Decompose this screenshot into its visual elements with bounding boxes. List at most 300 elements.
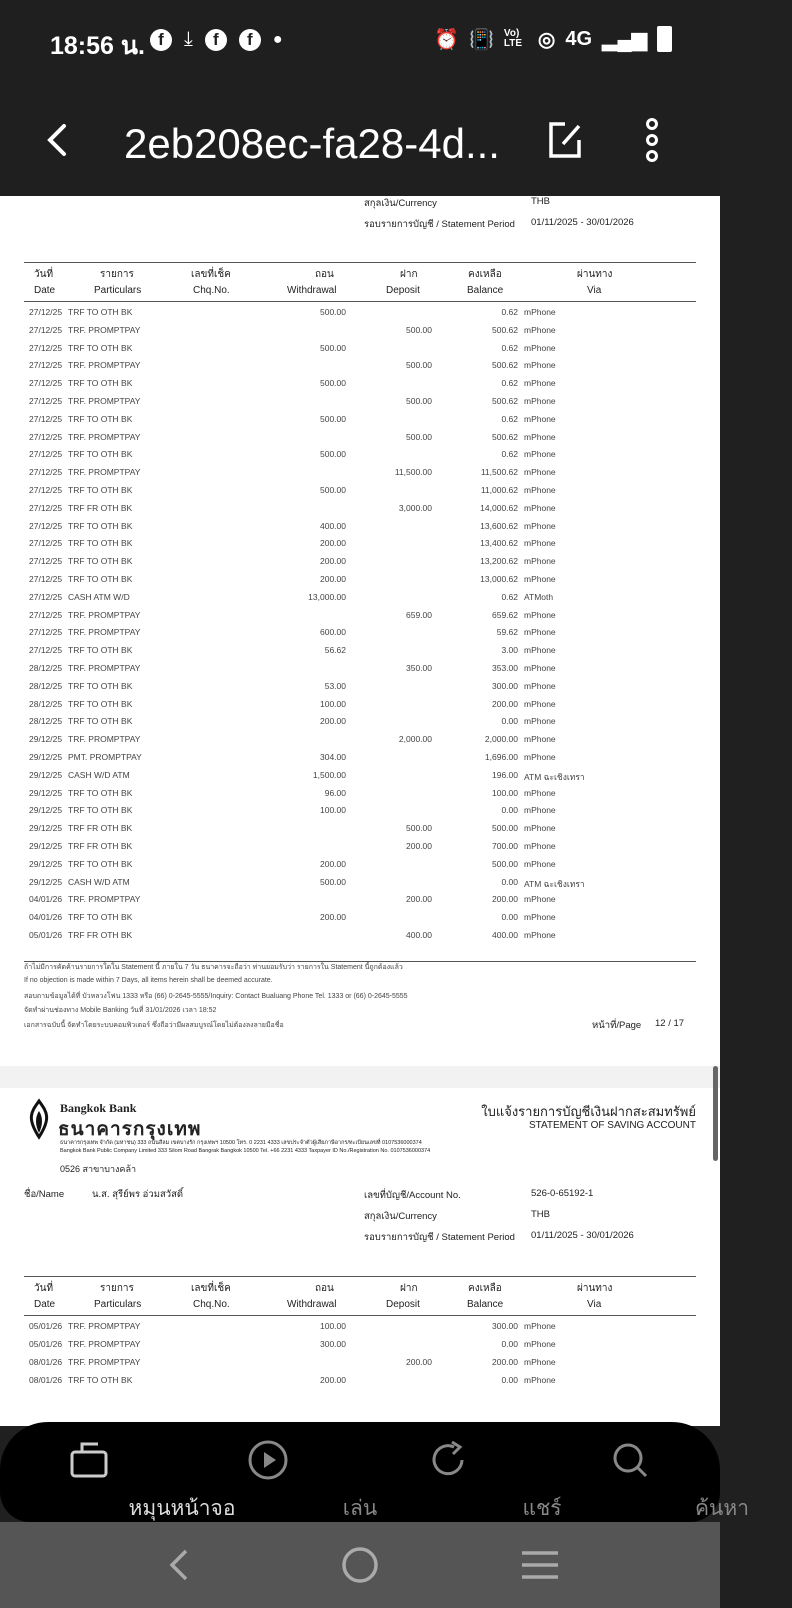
search-label: ค้นหา [694, 1496, 750, 1520]
table-row [24, 588, 696, 606]
share-button[interactable] [380, 1436, 562, 1520]
row-balance: 300.00 [492, 1321, 518, 1331]
row-date: 28/12/25 [29, 680, 63, 691]
row-balance: 0.62 [501, 413, 518, 424]
row-date: 04/01/26 [29, 894, 63, 905]
col-via-en: Via [587, 285, 602, 296]
col-via-th: ผ่านทาง [577, 1283, 613, 1294]
row-via: mPhone [524, 396, 556, 406]
pdf-document-view[interactable] [0, 196, 720, 1426]
row-balance: 700.00 [492, 841, 518, 851]
row-particulars: TRF. PROMPTPAY [68, 467, 141, 478]
statement-period-value-p2: 01/11/2025 - 30/01/2026 [531, 1230, 634, 1241]
system-icons [434, 26, 672, 52]
row-via: mPhone [524, 752, 556, 762]
row-date: 27/12/25 [29, 467, 63, 478]
row-balance: 659.62 [492, 609, 518, 620]
col-date-th: วันที่ [34, 269, 54, 280]
row-date: 29/12/25 [29, 734, 63, 745]
row-via: mPhone [524, 520, 556, 531]
row-particulars: TRF TO OTH BK [68, 520, 133, 531]
row-balance: 400.00 [492, 930, 518, 940]
row-balance: 11,500.62 [480, 467, 518, 478]
col-chq-en: Chq.No. [193, 1299, 230, 1310]
row-withdrawal: 500.00 [320, 485, 346, 495]
row-date: 29/12/25 [29, 752, 63, 762]
play-icon [246, 1438, 290, 1482]
row-particulars: TRF FR OTH BK [68, 841, 133, 851]
col-date-th: วันที่ [34, 1283, 54, 1294]
footer-line-5: เอกสารฉบับนี้ จัดทำโดยระบบคอมพิวเตอร์ ซึ่งถือว่ามีผลสมบูรณ์โดยไม่ต้องลงลายมือชื่อ [24, 1022, 284, 1029]
row-date: 05/01/26 [29, 930, 63, 940]
row-date: 27/12/25 [29, 342, 63, 353]
row-date: 27/12/25 [29, 591, 63, 602]
rotate-screen-button[interactable] [20, 1436, 236, 1520]
statement-period-label: รอบรายการบัญชี / Statement Period [364, 219, 515, 230]
row-withdrawal: 100.00 [320, 698, 346, 709]
row-via: mPhone [524, 360, 556, 371]
col-particulars-th: รายการ [100, 1283, 134, 1294]
row-deposit: 3,000.00 [398, 502, 432, 513]
col-chq-th: เลขที่เช็ค [191, 269, 231, 280]
rotate-screen-label: หมุนหน้าจอ [128, 1496, 236, 1520]
rotate-screen-icon [68, 1438, 112, 1482]
table-row [24, 410, 696, 428]
table-row [24, 517, 696, 535]
account-value: 526-0-65192-1 [531, 1188, 594, 1199]
row-date: 29/12/25 [29, 823, 63, 834]
row-balance: 196.00 [492, 769, 518, 780]
table-row [24, 428, 696, 446]
row-balance: 14,000.62 [480, 502, 518, 513]
footer-line-1: ถ้าไม่มีการคัดค้านรายการใดใน Statement นี้ ภายใน 7 วัน ธนาคารจะถือว่า ท่านยอมรับว่า รายการใน Statement นี้ถูกต้องแล้ว [24, 964, 403, 971]
row-withdrawal: 500.00 [320, 876, 346, 887]
row-via: mPhone [524, 823, 556, 834]
row-date: 29/12/25 [29, 769, 63, 780]
row-withdrawal: 56.62 [324, 645, 346, 656]
col-date-en: Date [34, 1299, 56, 1310]
bottom-action-bar [0, 1422, 750, 1522]
row-via: mPhone [524, 467, 556, 478]
col-particulars-th: รายการ [100, 269, 134, 280]
table-row [24, 801, 696, 819]
row-particulars: CASH ATM W/D [68, 591, 130, 602]
vibrate-icon: 📳 [469, 28, 494, 51]
table-row [24, 1353, 696, 1371]
row-particulars: TRF TO OTH BK [68, 787, 133, 798]
table-row [24, 481, 696, 499]
name-label: ชื่อ/Name [24, 1189, 65, 1200]
currency-value: THB [531, 196, 550, 207]
dot-icon: ● [272, 30, 283, 48]
page-number: 12 / 17 [655, 1018, 685, 1029]
col-balance-en: Balance [467, 285, 504, 296]
row-particulars: TRF FR OTH BK [68, 502, 133, 513]
row-date: 27/12/25 [29, 556, 63, 567]
row-particulars: TRF. PROMPTPAY [68, 1357, 141, 1367]
table-row [24, 1335, 696, 1353]
bank-name-en: Bangkok Bank [60, 1101, 137, 1115]
row-date: 27/12/25 [29, 324, 63, 335]
app-bar [0, 86, 720, 196]
table-row [24, 321, 696, 339]
row-date: 27/12/25 [29, 431, 63, 442]
row-withdrawal: 200.00 [320, 1375, 346, 1385]
share-icon [428, 1438, 472, 1482]
col-balance-th: คงเหลือ [468, 269, 502, 280]
table-row [24, 677, 696, 695]
nav-back-icon[interactable] [158, 1546, 202, 1584]
row-via: mPhone [524, 805, 556, 816]
row-via: mPhone [524, 449, 556, 460]
row-withdrawal: 96.00 [324, 787, 346, 798]
row-balance: 100.00 [492, 787, 518, 798]
row-date: 28/12/25 [29, 716, 63, 727]
account-label: เลขที่บัญชี/Account No. [364, 1190, 461, 1201]
table-row [24, 695, 696, 713]
table-row [24, 374, 696, 392]
row-date: 27/12/25 [29, 413, 63, 424]
col-particulars-en: Particulars [94, 1299, 142, 1310]
row-particulars: TRF. PROMPTPAY [68, 360, 141, 371]
bank-name-th: ธนาคารกรุงเทพ [58, 1119, 202, 1140]
row-via: mPhone [524, 734, 556, 745]
row-via: mPhone [524, 431, 556, 442]
row-particulars: TRF FR OTH BK [68, 823, 133, 834]
row-via: mPhone [524, 538, 556, 549]
table-row [24, 712, 696, 730]
row-date: 08/01/26 [29, 1375, 63, 1385]
row-withdrawal: 200.00 [320, 716, 346, 727]
battery-icon [657, 26, 672, 52]
row-balance: 0.00 [501, 805, 518, 816]
row-particulars: TRF TO OTH BK [68, 342, 133, 353]
row-particulars: TRF TO OTH BK [68, 556, 133, 567]
row-particulars: TRF TO OTH BK [68, 378, 133, 389]
row-withdrawal: 13,000.00 [308, 591, 346, 602]
row-via: mPhone [524, 1357, 556, 1367]
row-deposit: 500.00 [406, 360, 432, 371]
row-deposit: 200.00 [406, 894, 432, 905]
search-button[interactable] [560, 1436, 750, 1520]
col-withdrawal-en: Withdrawal [287, 1299, 337, 1310]
col-chq-en: Chq.No. [193, 285, 230, 296]
branch-name: 0526 สาขาบางคล้า [60, 1164, 137, 1174]
row-date: 29/12/25 [29, 876, 63, 887]
row-via: ATM ฉะเชิงเทรา [524, 878, 585, 889]
col-deposit-th: ฝาก [400, 1283, 418, 1294]
table-row [24, 356, 696, 374]
row-withdrawal: 500.00 [320, 307, 346, 317]
table-row [24, 534, 696, 552]
row-via: mPhone [524, 502, 556, 513]
table-row [24, 837, 696, 855]
row-particulars: PMT. PROMPTPAY [68, 752, 142, 762]
row-via: mPhone [524, 698, 556, 709]
row-date: 29/12/25 [29, 858, 63, 869]
col-withdrawal-th: ถอน [315, 1283, 334, 1294]
table-row [24, 339, 696, 357]
row-date: 27/12/25 [29, 307, 63, 317]
row-date: 05/01/26 [29, 1339, 63, 1349]
currency-value-p2: THB [531, 1209, 550, 1220]
network-type: 4G [565, 27, 593, 50]
row-date: 27/12/25 [29, 627, 63, 638]
row-via: mPhone [524, 680, 556, 691]
row-deposit: 2,000.00 [398, 734, 432, 745]
row-particulars: TRF. PROMPTPAY [68, 609, 141, 620]
table-row [24, 890, 696, 908]
row-date: 27/12/25 [29, 609, 63, 620]
row-particulars: TRF TO OTH BK [68, 538, 133, 549]
row-via: mPhone [524, 645, 556, 656]
row-via: ATMoth [524, 591, 554, 602]
row-deposit: 400.00 [406, 930, 432, 940]
row-balance: 0.62 [501, 449, 518, 460]
col-balance-en: Balance [467, 1299, 504, 1310]
row-balance: 500.00 [492, 823, 518, 834]
col-deposit-th: ฝาก [400, 269, 418, 280]
footer-line-2: If no objection is made within 7 Days, all items herein shall be deemed accurate. [24, 977, 273, 984]
table-header [24, 262, 696, 302]
document-title: 2eb208ec-fa28-4d... [124, 120, 500, 167]
row-deposit: 200.00 [406, 841, 432, 851]
row-particulars: TRF TO OTH BK [68, 307, 133, 317]
row-deposit: 500.00 [406, 396, 432, 406]
table-row [24, 623, 696, 641]
row-particulars: TRF. PROMPTPAY [68, 1339, 141, 1349]
row-withdrawal: 100.00 [320, 1321, 346, 1331]
row-date: 27/12/25 [29, 396, 63, 406]
row-balance: 2,000.00 [484, 734, 518, 745]
col-particulars-en: Particulars [94, 285, 142, 296]
row-deposit: 200.00 [406, 1357, 432, 1367]
row-balance: 200.00 [492, 698, 518, 709]
hotspot-icon: ◎ [537, 28, 556, 51]
row-via: mPhone [524, 930, 556, 940]
row-balance: 500.62 [492, 431, 518, 442]
statement-period-label-p2: รอบรายการบัญชี / Statement Period [364, 1232, 515, 1243]
row-date: 29/12/25 [29, 787, 63, 798]
col-via-th: ผ่านทาง [577, 269, 613, 280]
col-withdrawal-th: ถอน [315, 269, 334, 280]
row-withdrawal: 200.00 [320, 912, 346, 923]
col-withdrawal-en: Withdrawal [287, 285, 337, 296]
row-particulars: CASH W/D ATM [68, 876, 130, 887]
notification-icons [150, 28, 283, 51]
table-row [24, 908, 696, 926]
table-row [24, 1371, 696, 1389]
scrollbar-thumb[interactable] [713, 1066, 718, 1161]
statement-title-th: ใบแจ้งรายการบัญชีเงินฝากสะสมทรัพย์ [481, 1104, 696, 1119]
col-deposit-en: Deposit [386, 285, 420, 296]
row-balance: 1,696.00 [484, 752, 518, 762]
row-balance: 0.62 [501, 342, 518, 353]
page-label: หน้าที่/Page [592, 1020, 642, 1031]
row-particulars: TRF FR OTH BK [68, 930, 133, 940]
row-withdrawal: 100.00 [320, 805, 346, 816]
row-date: 27/12/25 [29, 485, 63, 495]
row-particulars: TRF. PROMPTPAY [68, 734, 141, 745]
bangkok-bank-logo [24, 1099, 54, 1144]
row-balance: 200.00 [492, 894, 518, 905]
row-particulars: TRF. PROMPTPAY [68, 1321, 141, 1331]
row-date: 27/12/25 [29, 574, 63, 584]
row-date: 29/12/25 [29, 841, 63, 851]
row-balance: 0.00 [501, 912, 518, 923]
row-withdrawal: 1,500.00 [312, 769, 346, 780]
row-withdrawal: 300.00 [320, 1339, 346, 1349]
row-balance: 500.62 [492, 396, 518, 406]
table-row [24, 499, 696, 517]
row-via: mPhone [524, 324, 556, 335]
table-row [24, 873, 696, 891]
statement-period-value: 01/11/2025 - 30/01/2026 [531, 217, 634, 228]
row-particulars: TRF. PROMPTPAY [68, 396, 141, 406]
row-balance: 353.00 [492, 663, 518, 673]
row-date: 27/12/25 [29, 645, 63, 656]
table-row [24, 641, 696, 659]
row-deposit: 350.00 [406, 663, 432, 673]
row-withdrawal: 500.00 [320, 449, 346, 460]
table-row [24, 1317, 696, 1335]
row-via: mPhone [524, 1321, 556, 1331]
row-deposit: 659.00 [406, 609, 432, 620]
table-row [24, 445, 696, 463]
row-date: 29/12/25 [29, 805, 63, 816]
row-via: mPhone [524, 858, 556, 869]
row-via: mPhone [524, 609, 556, 620]
row-deposit: 500.00 [406, 324, 432, 335]
row-via: mPhone [524, 787, 556, 798]
facebook-icon: f [205, 29, 227, 51]
row-balance: 13,200.62 [480, 556, 518, 567]
row-withdrawal: 500.00 [320, 342, 346, 353]
currency-label-p2: สกุลเงิน/Currency [364, 1211, 437, 1222]
row-via: mPhone [524, 894, 556, 905]
back-arrow-icon[interactable] [38, 120, 78, 160]
row-date: 27/12/25 [29, 378, 63, 389]
row-balance: 0.00 [501, 1339, 518, 1349]
row-particulars: TRF. PROMPTPAY [68, 663, 141, 673]
currency-label: สกุลเงิน/Currency [364, 198, 437, 209]
row-balance: 500.00 [492, 858, 518, 869]
row-particulars: TRF. PROMPTPAY [68, 324, 141, 335]
row-via: ATM ฉะเชิงเทรา [524, 771, 585, 782]
lotus-logo-icon [24, 1099, 54, 1139]
row-date: 08/01/26 [29, 1357, 63, 1367]
row-via: mPhone [524, 912, 556, 923]
row-date: 28/12/25 [29, 698, 63, 709]
facebook-icon: f [150, 29, 172, 51]
row-balance: 0.62 [501, 378, 518, 389]
table-header-p2 [24, 1276, 696, 1316]
play-button[interactable] [198, 1436, 378, 1520]
row-via: mPhone [524, 627, 556, 638]
row-date: 05/01/26 [29, 1321, 63, 1331]
nav-recents-icon[interactable] [518, 1546, 562, 1584]
row-particulars: TRF TO OTH BK [68, 413, 133, 424]
row-via: mPhone [524, 716, 556, 727]
row-particulars: TRF TO OTH BK [68, 805, 133, 816]
row-balance: 200.00 [492, 1357, 518, 1367]
table-row [24, 784, 696, 802]
row-withdrawal: 53.00 [324, 680, 346, 691]
row-withdrawal: 200.00 [320, 858, 346, 869]
page-separator [0, 1066, 720, 1088]
col-balance-th: คงเหลือ [468, 1283, 502, 1294]
row-via: mPhone [524, 413, 556, 424]
statement-title-en: STATEMENT OF SAVING ACCOUNT [528, 1120, 696, 1131]
nav-home-icon[interactable] [338, 1546, 382, 1584]
row-balance: 500.62 [492, 360, 518, 371]
row-withdrawal: 304.00 [320, 752, 346, 762]
row-via: mPhone [524, 841, 556, 851]
system-navigation-bar [0, 1522, 720, 1608]
row-balance: 0.62 [501, 307, 518, 317]
row-particulars: TRF TO OTH BK [68, 680, 133, 691]
row-particulars: TRF TO OTH BK [68, 1375, 133, 1385]
row-via: mPhone [524, 574, 556, 584]
table-row [24, 552, 696, 570]
row-date: 27/12/25 [29, 538, 63, 549]
row-balance: 300.00 [492, 680, 518, 691]
search-icon [608, 1438, 652, 1482]
row-date: 27/12/25 [29, 449, 63, 460]
row-date: 27/12/25 [29, 502, 63, 513]
name-value: น.ส. สุรีย์พร อ่วมสวัสดิ์ [92, 1189, 184, 1200]
row-particulars: TRF. PROMPTPAY [68, 431, 141, 442]
row-particulars: TRF TO OTH BK [68, 485, 133, 495]
row-particulars: TRF TO OTH BK [68, 645, 133, 656]
row-balance: 0.00 [501, 876, 518, 887]
row-withdrawal: 200.00 [320, 538, 346, 549]
table-row [24, 606, 696, 624]
row-balance: 11,000.62 [480, 485, 518, 495]
play-label: เล่น [342, 1496, 378, 1520]
footer-line-3: สอบถามข้อมูลได้ที่ บัวหลวงโฟน 1333 หรือ (66) 0-2645-5555/Inquiry: Contact Bualuang Phone Tel. 1333 or (66) 0-2645-5555 [24, 993, 408, 1000]
row-withdrawal: 400.00 [320, 520, 346, 531]
row-particulars: TRF. PROMPTPAY [68, 894, 141, 905]
row-withdrawal: 200.00 [320, 556, 346, 567]
table-row [24, 748, 696, 766]
bank-address-en: Bangkok Bank Public Company Limited 333 Silom Road Bangrak Bangkok 10500 Tel. +66 2231 4333 Taxpayer ID No./Registration No. 0107536000374 [60, 1148, 431, 1154]
row-particulars: TRF TO OTH BK [68, 574, 133, 584]
row-particulars: TRF TO OTH BK [68, 912, 133, 923]
table-row [24, 730, 696, 748]
row-via: mPhone [524, 663, 556, 673]
table-row [24, 392, 696, 410]
row-withdrawal: 500.00 [320, 378, 346, 389]
status-time: 18:56 น. [50, 32, 145, 60]
edit-icon[interactable] [545, 118, 585, 162]
volte-icon: Vo) LTE [503, 28, 523, 49]
download-done-icon: ⤓ [184, 28, 193, 50]
row-particulars: TRF. PROMPTPAY [68, 627, 141, 638]
col-deposit-en: Deposit [386, 1299, 420, 1310]
row-deposit: 11,500.00 [394, 467, 432, 478]
more-options-icon[interactable] [640, 118, 664, 162]
table-row [24, 819, 696, 837]
footer-line-4: จัดทำผ่านช่องทาง Mobile Banking วันที่ 31/01/2026 เวลา 18:52 [24, 1007, 217, 1014]
row-via: mPhone [524, 307, 556, 317]
row-date: 27/12/25 [29, 360, 63, 371]
row-particulars: TRF TO OTH BK [68, 698, 133, 709]
bank-address-th: ธนาคารกรุงเทพ จำกัด (มหาชน) 333 ถนนสีลม เขตบางรัก กรุงเทพฯ 10500 โทร. 0 2231 4333 เลขประจำตัวผู้เสียภาษีอากร/ทะเบียนเลขที่ 0107536000374 [60, 1140, 422, 1146]
col-chq-th: เลขที่เช็ค [191, 1283, 231, 1294]
row-date: 04/01/26 [29, 912, 63, 923]
row-via: mPhone [524, 342, 556, 353]
